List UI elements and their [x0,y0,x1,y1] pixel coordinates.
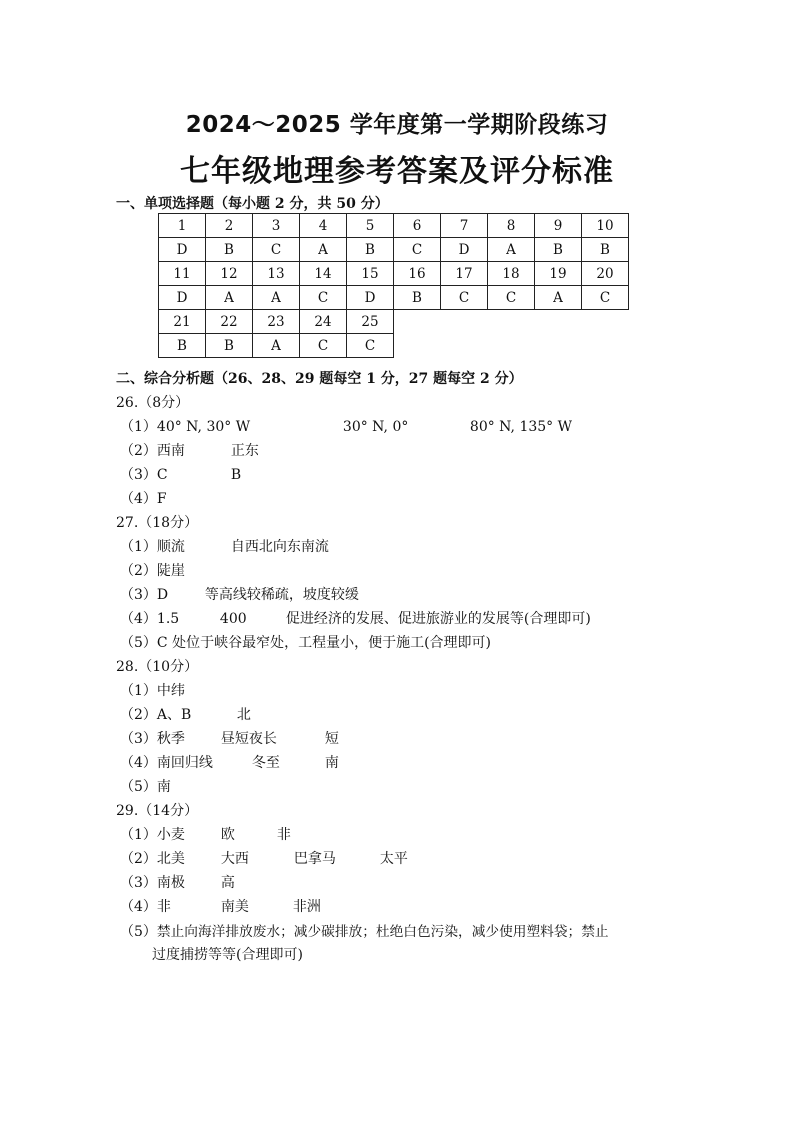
table-cell-empty [535,310,582,334]
table-cell: C [488,286,535,310]
table-cell-empty [394,334,441,358]
table-cell: C [582,286,629,310]
table-cell: 14 [300,262,347,286]
answer-field: 非 [276,827,291,843]
answer-field: 正东 [230,443,259,459]
question-header: 27.（18分） [116,515,199,531]
table-cell: 20 [582,262,629,286]
answer-label: （2） [120,563,157,579]
table-cell: A [488,238,535,262]
table-cell: B [394,286,441,310]
answer-field: 自西北向东南流 [230,539,329,555]
answer-line [120,896,321,916]
table-cell: C [300,286,347,310]
table-cell: B [206,238,253,262]
answer-label: （1） [120,419,157,435]
answer-label: （4） [120,899,157,915]
table-cell: 10 [582,214,629,238]
answer-line [120,488,167,508]
table-cell: 11 [159,262,206,286]
question-header: 29.（14分） [116,803,199,819]
table-cell: 23 [253,310,300,334]
answer-label: （4） [120,755,157,771]
table-cell-empty [441,310,488,334]
document-subtitle: 七年级地理参考答案及评分标准 [180,154,614,189]
table-cell: 17 [441,262,488,286]
answer-field: C [156,467,168,483]
answer-line-continued [152,944,303,964]
answer-line [120,776,171,796]
answer-label: （2） [120,443,157,459]
answer-line [120,560,185,580]
answer-field: 短 [324,731,339,747]
table-cell: C [441,286,488,310]
answer-field: 30° N, 0° [342,419,409,435]
answer-field: 大西 [220,851,249,867]
table-cell-empty [488,334,535,358]
table-cell-empty [488,310,535,334]
answer-label: （4） [120,611,157,627]
table-cell: 16 [394,262,441,286]
table-cell: D [347,286,394,310]
answer-field: 太平 [379,851,408,867]
answer-field: C 处位于峡谷最窄处，工程量小，便于施工(合理即可) [156,635,492,651]
table-cell: 15 [347,262,394,286]
question-header: 28.（10分） [116,659,199,675]
answer-line [120,608,591,628]
table-cell: B [206,334,253,358]
answer-field: 西南 [156,443,185,459]
table-row [159,238,629,262]
answer-line [120,416,572,436]
table-cell: B [159,334,206,358]
answer-label: （1） [120,539,157,555]
table-row [159,286,629,310]
answer-field: 80° N, 135° W [469,419,573,435]
table-row [159,334,629,358]
answer-line [120,824,291,844]
table-cell: 2 [206,214,253,238]
answer-line [120,584,359,604]
table-cell: 5 [347,214,394,238]
table-row [159,310,629,334]
answer-label: （4） [120,491,157,507]
table-cell: 1 [159,214,206,238]
answer-field: A、B [156,707,192,723]
answer-field: F [156,491,167,507]
answer-label: （5） [120,924,157,940]
answer-field: 昼短夜长 [220,731,277,747]
table-cell: 19 [535,262,582,286]
table-cell: C [394,238,441,262]
answer-field: 高 [220,875,235,891]
table-cell-empty [582,334,629,358]
table-cell: A [300,238,347,262]
table-cell: 7 [441,214,488,238]
answer-field: 北美 [156,851,185,867]
answer-label: （3） [120,467,157,483]
table-cell-empty [394,310,441,334]
table-cell: 24 [300,310,347,334]
table-cell: A [535,286,582,310]
table-cell: 22 [206,310,253,334]
question-header: 26.（8分） [116,395,190,411]
answer-line [120,464,241,484]
section1-heading: 一、单项选择题（每小题 2 分，共 50 分） [116,196,389,212]
answer-field: 南 [324,755,339,771]
answer-label: （1） [120,827,157,843]
table-row [159,262,629,286]
answer-field: 陡崖 [156,563,185,579]
answer-label: （2） [120,851,157,867]
answer-field: 400 [219,611,247,627]
answer-line [120,872,235,892]
answer-field: 非洲 [292,899,321,915]
table-cell-empty [582,310,629,334]
table-cell: 25 [347,310,394,334]
answer-label: （3） [120,587,157,603]
table-cell: B [535,238,582,262]
answer-field: B [230,467,242,483]
answer-label: （5） [120,779,157,795]
table-cell: A [253,334,300,358]
table-cell: 21 [159,310,206,334]
answer-label: （3） [120,731,157,747]
table-cell: 13 [253,262,300,286]
table-cell: D [441,238,488,262]
answer-line [120,680,185,700]
answer-field: 中纬 [156,683,185,699]
answer-field: 1.5 [156,611,180,627]
table-row [159,214,629,238]
document-title: 2024～2025 学年度第一学期阶段练习 [185,112,609,138]
answer-field: 南美 [220,899,249,915]
table-cell: 3 [253,214,300,238]
answer-field: D [156,587,169,603]
answer-field: 南 [156,779,171,795]
answer-field: 禁止向海洋排放废水；减少碳排放；杜绝白色污染，减少使用塑料袋；禁止 [156,924,609,940]
answer-label: （2） [120,707,157,723]
answer-field: 促进经济的发展、促进旅游业的发展等(合理即可) [285,611,591,627]
table-cell: D [159,238,206,262]
answer-line [120,920,609,941]
answer-line [120,440,259,460]
table-cell-empty [535,334,582,358]
table-cell: 12 [206,262,253,286]
table-cell: A [253,286,300,310]
answer-field: 40° N, 30° W [156,419,251,435]
table-cell: 6 [394,214,441,238]
table-cell: D [159,286,206,310]
answer-field: 过度捕捞等等(合理即可) [152,947,303,963]
answer-label: （3） [120,875,157,891]
answer-label: （1） [120,683,157,699]
table-cell: 8 [488,214,535,238]
answer-field: 小麦 [156,827,185,843]
table-cell-empty [441,334,488,358]
table-cell: C [347,334,394,358]
answer-field: 南极 [156,875,185,891]
answer-field: 非 [156,899,171,915]
answer-line [120,632,491,652]
section2-heading: 二、综合分析题（26、28、29 题每空 1 分，27 题每空 2 分） [116,371,523,387]
answer-field: 等高线较稀疏，坡度较缓 [204,587,359,603]
answer-line [120,704,251,724]
table-cell: B [347,238,394,262]
table-cell: C [300,334,347,358]
answer-line [120,728,339,748]
table-cell: C [253,238,300,262]
table-cell: B [582,238,629,262]
table-cell: A [206,286,253,310]
answer-field: 北 [236,707,251,723]
answer-line [120,752,339,772]
answer-field: 巴拿马 [293,851,336,867]
answer-field: 南回归线 [156,755,213,771]
answer-field: 秋季 [156,731,185,747]
answer-line [120,536,329,556]
table-cell: 9 [535,214,582,238]
table-cell: 18 [488,262,535,286]
answer-field: 顺流 [156,539,185,555]
answer-field: 冬至 [251,755,280,771]
answer-table [158,213,629,358]
answer-label: （5） [120,635,157,651]
table-cell: 4 [300,214,347,238]
answer-line [120,848,408,868]
answer-field: 欧 [220,827,235,843]
